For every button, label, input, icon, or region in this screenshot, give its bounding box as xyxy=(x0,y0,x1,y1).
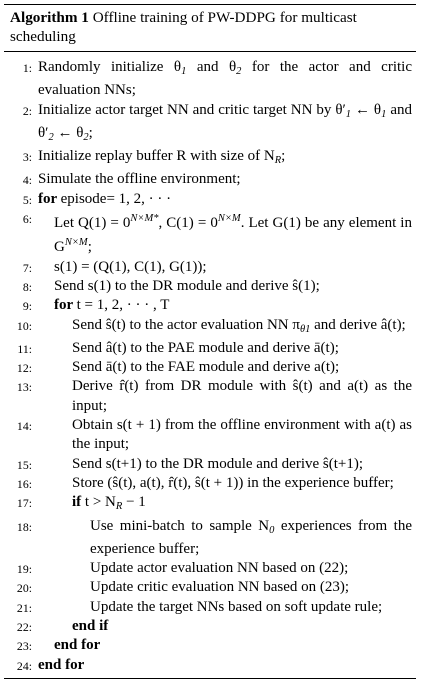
algorithm-line xyxy=(4,559,416,578)
line-number: 17: xyxy=(16,496,32,511)
algorithm-label: Algorithm 1 xyxy=(10,9,89,26)
algorithm-line xyxy=(4,578,416,597)
line-text-part: s(1) = (Q(1), C(1), G(1)); xyxy=(54,258,207,275)
line-text xyxy=(38,147,412,170)
line-number: 16: xyxy=(16,476,32,491)
line-text xyxy=(72,339,412,358)
line-text-part: ← θ xyxy=(53,124,84,141)
algorithm-line xyxy=(4,190,416,209)
line-text-part: 2 xyxy=(48,131,54,143)
line-text-part: Let Q(1) = 0 xyxy=(54,215,131,232)
line-text-part: Send ā(t) to the FAE module and derive a(t); xyxy=(72,359,340,376)
algorithm-line xyxy=(4,58,416,101)
line-number: 2: xyxy=(22,103,32,118)
line-text xyxy=(90,598,412,617)
line-text-part: Randomly initialize θ xyxy=(38,59,182,75)
line-text-part: if t > N xyxy=(72,494,116,511)
line-text xyxy=(54,277,412,296)
line-number: 23: xyxy=(16,639,32,654)
algorithm-line xyxy=(4,277,416,296)
line-text-part: , C(1) = 0 xyxy=(158,215,218,232)
line-text-part: ← θ xyxy=(351,101,382,118)
line-number: 8: xyxy=(22,279,32,294)
algorithm-line xyxy=(4,617,416,636)
line-text xyxy=(54,209,412,258)
algorithm-caption xyxy=(4,5,416,48)
line-text xyxy=(72,493,412,516)
algorithm-line xyxy=(4,101,416,148)
line-number: 21: xyxy=(16,600,32,615)
line-text-part: R xyxy=(274,155,282,167)
line-text xyxy=(72,617,412,636)
line-text xyxy=(72,416,412,455)
line-text-part: Derive r̂(t) from DR module with ŝ(t) and a(t) as the input; xyxy=(72,378,412,414)
line-text-part: Update the target NNs based on soft update rule; xyxy=(90,598,383,615)
line-text-part: Initialize actor target NN and critic target NN by θ′ xyxy=(38,101,346,118)
line-text-part: Initialize replay buffer R with size of N xyxy=(38,148,275,165)
line-text-part: N×M xyxy=(217,213,241,225)
algorithm-line xyxy=(4,358,416,377)
line-text-part: end if xyxy=(72,618,109,635)
line-number: 14: xyxy=(16,419,32,434)
line-text xyxy=(38,656,412,675)
line-text xyxy=(72,377,412,416)
line-text-part: R xyxy=(115,501,123,513)
line-text xyxy=(90,517,412,560)
line-text-part: Send s(t+1) to the DR module and derive ŝ(t+1); xyxy=(72,455,364,472)
algorithm-line xyxy=(4,316,416,339)
line-number: 3: xyxy=(22,150,32,165)
line-text-part: 2 xyxy=(83,131,89,143)
line-text-part: 1 xyxy=(181,66,187,77)
algorithm-line xyxy=(4,474,416,493)
algorithm-line xyxy=(4,147,416,170)
line-text xyxy=(54,258,412,277)
algorithm-line xyxy=(4,416,416,455)
line-text-part: and θ xyxy=(186,59,237,75)
line-text-part: Obtain s(t + 1) from the offline environment with a(t) as the input; xyxy=(72,417,412,453)
line-number: 18: xyxy=(16,519,32,534)
algorithm-line xyxy=(4,455,416,474)
line-number: 20: xyxy=(16,581,32,596)
line-text-part: for t = 1, 2, · · · , T xyxy=(54,297,170,314)
line-text-part: end for xyxy=(38,656,85,673)
line-number: 6: xyxy=(22,212,32,227)
line-text-part: ; xyxy=(87,239,92,256)
line-number: 24: xyxy=(16,658,32,673)
line-number: 4: xyxy=(22,173,32,188)
algorithm-line xyxy=(4,377,416,416)
line-text-part: N×M* xyxy=(130,213,159,225)
line-text-part: Send â(t) to the PAE module and derive ā(t); xyxy=(72,339,339,356)
line-text-part: 1 xyxy=(345,108,352,120)
algorithm-body xyxy=(4,52,416,675)
line-number: 9: xyxy=(22,299,32,314)
line-text-part: θ1 xyxy=(299,323,311,335)
algorithm-line xyxy=(4,598,416,617)
line-number: 7: xyxy=(22,260,32,275)
line-text-part: end for xyxy=(54,637,101,654)
algorithm-line xyxy=(4,656,416,675)
algorithm-line xyxy=(4,339,416,358)
line-text-part: ; xyxy=(88,124,93,141)
line-text-part: Send s(1) to the DR module and derive ŝ(1); xyxy=(54,277,320,294)
line-text xyxy=(54,296,412,315)
line-text-part: . Let G(1) be any element in G xyxy=(54,215,412,256)
algorithm-line xyxy=(4,517,416,560)
line-number: 15: xyxy=(16,457,32,472)
line-text xyxy=(38,101,412,148)
line-text xyxy=(90,559,412,578)
algorithm-line xyxy=(4,209,416,258)
line-text-part: ; xyxy=(281,148,286,165)
line-text-part: experiences from the experience buffer; xyxy=(90,517,412,557)
line-text xyxy=(38,190,412,209)
line-text-part: and θ′ xyxy=(38,101,412,141)
line-number: 10: xyxy=(16,318,32,333)
line-number: 11: xyxy=(17,341,32,356)
line-text-part: 0 xyxy=(269,524,275,536)
line-text xyxy=(38,58,412,101)
line-number: 12: xyxy=(16,361,32,376)
line-number: 1: xyxy=(22,61,32,75)
line-text-part: Store (ŝ(t), a(t), r̂(t), ŝ(t + 1)) in the experience buffer; xyxy=(72,474,394,491)
algorithm-line xyxy=(4,258,416,277)
line-text-part: Simulate the offline environment; xyxy=(38,171,241,188)
line-number: 5: xyxy=(22,192,32,207)
line-text xyxy=(72,474,412,493)
line-text-part: for episode= 1, 2, · · · xyxy=(38,190,172,207)
line-number: 22: xyxy=(16,620,32,635)
line-text-part: − 1 xyxy=(122,494,146,511)
line-number: 13: xyxy=(16,380,32,395)
line-number: 19: xyxy=(16,562,32,577)
line-text-part: N×M xyxy=(64,237,88,249)
algorithm-line xyxy=(4,636,416,655)
line-text xyxy=(72,455,412,474)
line-text xyxy=(72,358,412,377)
line-text-part: Update actor evaluation NN based on (22); xyxy=(90,560,349,577)
algorithm-line xyxy=(4,493,416,516)
line-text-part: Update critic evaluation NN based on (23); xyxy=(90,579,350,596)
algorithm-block xyxy=(4,4,416,679)
line-text-part: and derive â(t); xyxy=(310,316,406,333)
line-text xyxy=(72,316,412,339)
algorithm-line xyxy=(4,296,416,315)
line-text-part: 2 xyxy=(236,66,242,77)
algorithm-line xyxy=(4,170,416,189)
line-text-part: 1 xyxy=(381,108,387,120)
line-text xyxy=(38,170,412,189)
line-text-part: Send ŝ(t) to the actor evaluation NN π xyxy=(72,316,300,333)
algorithm-title: Offline training of PW-DDPG for multicast scheduling xyxy=(10,9,357,45)
line-text-part: Use mini-batch to sample N xyxy=(90,517,270,534)
line-text xyxy=(90,578,412,597)
line-text-part: for the actor and critic evaluation NNs; xyxy=(38,59,412,99)
line-text xyxy=(54,636,412,655)
